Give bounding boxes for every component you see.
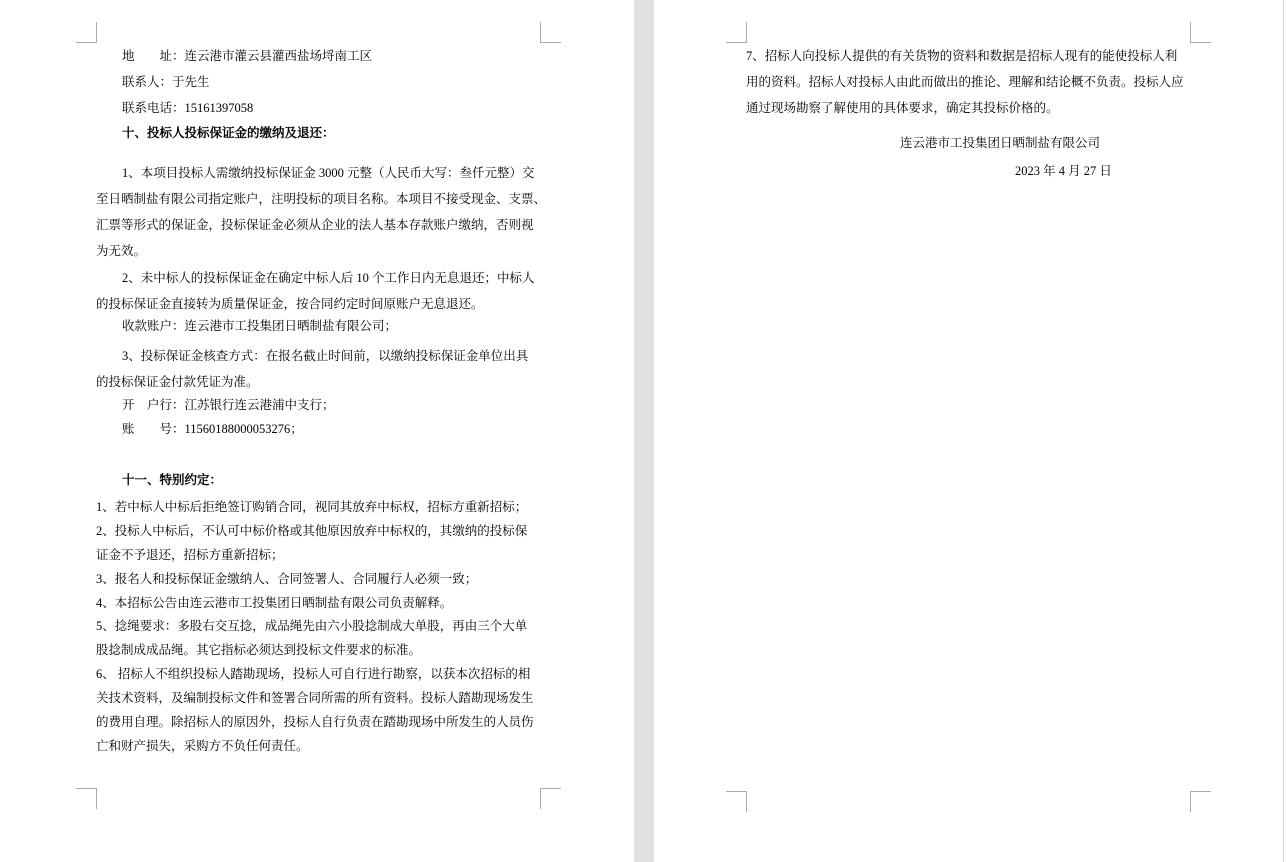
text-line: 7、招标人向投标人提供的有关货物的资料和数据是招标人现有的能使投标人利 [746,49,1178,63]
text-line: 证金不予退还，招标方重新招标； [96,547,284,562]
crop-mark-bottom-right-icon [540,788,561,809]
crop-mark-top-right-icon [1190,22,1211,43]
text-line: 3、投标保证金核查方式：在报名截止时间前，以缴纳投标保证金单位出具 [122,349,529,363]
text-line: 6、 招标人不组织投标人踏勘现场，投标人可自行进行勘察，以获本次招标的相 [96,667,531,682]
payee-account-line: 收款账户：连云港市工投集团日晒制盐有限公司； [122,319,398,333]
text-line: 股捻制成成品绳。其它指标必须达到投标文件要求的标准。 [96,643,422,658]
text-line: 5、捻绳要求：多股右交互捻，成品绳先由六小股捻制成大单股，再由三个大单 [96,619,528,634]
text-line: 关技术资料，及编制投标文件和签署合同所需的所有资料。投标人踏勘现场发生 [96,691,534,706]
special-terms-block [96,496,546,759]
para-bid-security-payment [96,160,546,264]
text-line: 1、本项目投标人需缴纳投标保证金 3000 元整（人民币大写：叁仟元整）交 [122,166,535,180]
text-line: 用的资料。招标人对投标人由此而做出的推论、理解和结论概不负责。投标人应 [746,75,1184,89]
section10-heading: 十、投标人投标保证金的缴纳及退还： [122,126,335,140]
text-line: 汇票等形式的保证金，投标保证金必须从企业的法人基本存款账户缴纳，否则视 [96,218,534,232]
para-refund-terms [96,265,546,317]
text-line: 亡和财产损失，采购方不负任何责任。 [96,738,309,753]
text-line: 1、若中标人中标后拒绝签订购销合同，视同其放弃中标权，招标方重新招标； [96,500,528,514]
text-line: 为无效。 [96,244,147,258]
text-line: 的投标保证金付款凭证为准。 [96,375,259,389]
text-line: 联系人：于先生 [122,75,210,89]
page-left[interactable] [0,0,634,862]
text-line: 4、本招标公告由连云港市工投集团日晒制盐有限公司负责解释。 [96,595,453,610]
text-line: 的费用自理。除招标人的原因外，投标人自行负责在踏勘现场中所发生的人员伤 [96,715,534,730]
text-line: 3、报名人和投标保证金缴纳人、合同签署人、合同履行人必须一致； [96,571,478,586]
company-signature-line: 连云港市工投集团日晒制盐有限公司 [900,136,1101,150]
text-line: 2、未中标人的投标保证金在确定中标人后 10 个工作日内无息退还；中标人 [122,271,535,285]
bank-branch-line: 开 户行：江苏银行连云港浦中支行； [122,398,335,412]
account-number-line: 账 号：11560188000053276； [122,422,303,436]
text-line: 至日晒制盐有限公司指定账户，注明投标的项目名称。本项目不接受现金、支票、 [96,192,547,206]
date-line: 2023 年 4 月 27 日 [1015,164,1112,178]
text-line: 地 址：连云港市灌云县灌西盐场埒南工区 [122,49,373,63]
crop-mark-top-left-icon [76,22,97,43]
page-gutter [634,0,654,862]
section11-heading: 十一、特别约定： [122,473,223,487]
crop-mark-bottom-left-icon [76,788,97,809]
text-line: 的投标保证金直接转为质量保证金，按合同约定时间原账户无息退还。 [96,297,484,311]
crop-mark-bottom-left-icon [726,791,747,812]
text-line: 2、投标人中标后，不认可中标价格或其他原因放弃中标权的，其缴纳的投标保 [96,523,528,538]
para-item7-materials [746,43,1196,121]
contact-block [122,43,568,121]
text-line: 通过现场勘察了解使用的具体要求，确定其投标价格的。 [746,101,1059,115]
crop-mark-top-left-icon [726,22,747,43]
para-verification-method [96,343,546,395]
crop-mark-top-right-icon [540,22,561,43]
text-line: 联系电话：15161397058 [122,101,254,115]
crop-mark-bottom-right-icon [1190,791,1211,812]
page-right[interactable] [654,0,1284,862]
